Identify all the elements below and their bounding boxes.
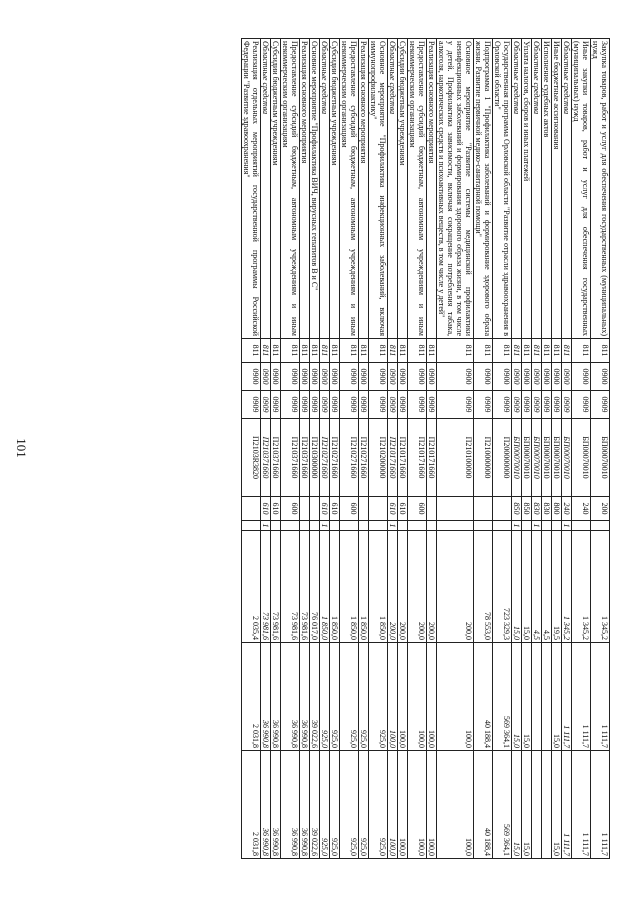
section-code: 0900 (493, 363, 512, 391)
amount-year-2: 36 990,8 (271, 643, 281, 751)
amount-year-1: 200,0 (398, 531, 408, 643)
expense-type-code (369, 497, 388, 521)
expense-type-code: 610 (320, 497, 330, 521)
section-code: 0900 (532, 363, 542, 391)
target-article-code: БП00070010 (572, 419, 591, 497)
source-flag (271, 521, 281, 531)
row-name: Иные бюджетные ассигнования (552, 39, 562, 339)
amount-year-3 (542, 751, 552, 859)
row-name: Государственная программа Орловской области "Развитие отрасли здравоохранения в Орловской области" (493, 39, 512, 339)
subsection-code: 0909 (300, 391, 310, 419)
target-article-code: БП00070010 (522, 419, 532, 497)
expense-type-code: 610 (398, 497, 408, 521)
grbs-code: 811 (330, 339, 340, 363)
row-name: Основное мероприятие "Развитие системы медицинской профилактики неинфекционных заболеваний и формирования здорового образа жизни, в том числе у детей. Профилактика зависимости, включая сокращение потребления табака, алкоголя, наркотических средств и психоактивных веществ, в том числе у детей" (437, 39, 474, 339)
table-row (562, 39, 572, 859)
grbs-code: 811 (398, 339, 408, 363)
section-code: 0900 (369, 363, 388, 391)
row-name: Реализация основного мероприятия (359, 39, 369, 339)
grbs-code: 811 (340, 339, 359, 363)
section-code: 0900 (242, 363, 261, 391)
row-name: Подпрограмма 1 "Профилактика заболеваний и формирование здорового образа жизни. Развитие первичной медико-санитарной помощи" (474, 39, 493, 339)
source-flag (359, 521, 369, 531)
subsection-code: 0909 (330, 391, 340, 419)
amount-year-1: 1 850,0 (330, 531, 340, 643)
amount-year-2: 925,0 (330, 643, 340, 751)
page-number: 101 (14, 438, 29, 458)
source-flag (340, 521, 359, 531)
subsection-code: 0909 (242, 391, 261, 419)
amount-year-1: 19,5 (552, 531, 562, 643)
source-flag (474, 521, 493, 531)
amount-year-1: 73 981,6 (281, 531, 300, 643)
table-row (320, 39, 330, 859)
grbs-code: 811 (300, 339, 310, 363)
grbs-code: 811 (512, 339, 522, 363)
target-article-code: П210271660 (359, 419, 369, 497)
amount-year-3: 925,0 (369, 751, 388, 859)
source-flag (310, 521, 320, 531)
section-code: 0900 (408, 363, 427, 391)
amount-year-2: 100,0 (398, 643, 408, 751)
target-article-code: П210371660 (271, 419, 281, 497)
grbs-code: 811 (388, 339, 398, 363)
amount-year-1: 1 850,0 (359, 531, 369, 643)
grbs-code: 811 (572, 339, 591, 363)
amount-year-3: 925,0 (340, 751, 359, 859)
expense-type-code: 200 (591, 497, 610, 521)
subsection-code: 0909 (493, 391, 512, 419)
target-article-code: П200000000 (493, 419, 512, 497)
section-code: 0900 (310, 363, 320, 391)
amount-year-3: 15,0 (522, 751, 532, 859)
amount-year-2: 36 990,8 (300, 643, 310, 751)
section-code: 0900 (437, 363, 474, 391)
target-article-code: БП00070010 (512, 419, 522, 497)
target-article-code: П210171660 (398, 419, 408, 497)
target-article-code: П210271660 (320, 419, 330, 497)
amount-year-1: 73 981,6 (261, 531, 271, 643)
amount-year-2: 925,0 (369, 643, 388, 751)
section-code: 0900 (522, 363, 532, 391)
target-article-code: П210000000 (474, 419, 493, 497)
subsection-code: 0909 (281, 391, 300, 419)
section-code: 0900 (552, 363, 562, 391)
row-name: Основное мероприятие "Профилактика ВИЧ, вирусных гепатитов В и С" (310, 39, 320, 339)
table-row (552, 39, 562, 859)
amount-year-2: 100,0 (388, 643, 398, 751)
amount-year-1: 1 850,0 (340, 531, 359, 643)
source-flag: 1 (261, 521, 271, 531)
amount-year-1: 15,0 (512, 531, 522, 643)
amount-year-3: 1 111,7 (572, 751, 591, 859)
amount-year-3: 569 364,1 (493, 751, 512, 859)
amount-year-2: 15,0 (512, 643, 522, 751)
source-flag (542, 521, 552, 531)
amount-year-1: 200,0 (388, 531, 398, 643)
source-flag (330, 521, 340, 531)
expense-type-code: 240 (572, 497, 591, 521)
subsection-code: 0909 (552, 391, 562, 419)
table-row (542, 39, 552, 859)
amount-year-3: 36 990,8 (271, 751, 281, 859)
grbs-code: 811 (369, 339, 388, 363)
source-flag (522, 521, 532, 531)
section-code: 0900 (281, 363, 300, 391)
amount-year-1: 4,5 (532, 531, 542, 643)
amount-year-2 (542, 643, 552, 751)
expense-type-code (300, 497, 310, 521)
amount-year-1: 73 981,6 (300, 531, 310, 643)
source-flag (300, 521, 310, 531)
subsection-code: 0909 (522, 391, 532, 419)
expense-type-code (474, 497, 493, 521)
expense-type-code: 850 (522, 497, 532, 521)
subsection-code: 0909 (388, 391, 398, 419)
subsection-code: 0909 (542, 391, 552, 419)
expense-type-code (493, 497, 512, 521)
table-row (261, 39, 271, 859)
grbs-code: 811 (310, 339, 320, 363)
table-row (340, 39, 359, 859)
amount-year-2: 100,0 (437, 643, 474, 751)
target-article-code: П210371660 (300, 419, 310, 497)
section-code: 0900 (398, 363, 408, 391)
amount-year-2: 1 111,7 (562, 643, 572, 751)
section-code: 0900 (388, 363, 398, 391)
table-row (522, 39, 532, 859)
target-article-code: П210171660 (427, 419, 437, 497)
table-row (398, 39, 408, 859)
target-article-code: П210171660 (408, 419, 427, 497)
expense-type-code: 600 (408, 497, 427, 521)
amount-year-2: 40 188,4 (474, 643, 493, 751)
target-article-code: П210171660 (388, 419, 398, 497)
subsection-code: 0909 (310, 391, 320, 419)
table-row (474, 39, 493, 859)
amount-year-3: 100,0 (398, 751, 408, 859)
subsection-code: 0909 (427, 391, 437, 419)
subsection-code: 0909 (261, 391, 271, 419)
amount-year-1: 1 345,2 (572, 531, 591, 643)
source-flag: 1 (512, 521, 522, 531)
expense-type-code: 610 (330, 497, 340, 521)
source-flag (572, 521, 591, 531)
table-row (408, 39, 427, 859)
subsection-code: 0909 (474, 391, 493, 419)
expense-type-code: 600 (281, 497, 300, 521)
amount-year-1: 723 329,3 (493, 531, 512, 643)
grbs-code: 811 (261, 339, 271, 363)
section-code: 0900 (474, 363, 493, 391)
subsection-code: 0909 (271, 391, 281, 419)
section-code: 0900 (271, 363, 281, 391)
subsection-code: 0909 (532, 391, 542, 419)
subsection-code: 0909 (512, 391, 522, 419)
source-flag: 1 (388, 521, 398, 531)
grbs-code: 811 (437, 339, 474, 363)
amount-year-3: 100,0 (388, 751, 398, 859)
row-name: Исполнение судебных актов (542, 39, 552, 339)
row-name: Субсидии бюджетным учреждениям (330, 39, 340, 339)
table-row (369, 39, 388, 859)
expense-type-code: 610 (271, 497, 281, 521)
target-article-code: П210271660 (340, 419, 359, 497)
source-flag (591, 521, 610, 531)
section-code: 0900 (320, 363, 330, 391)
amount-year-3: 1 111,7 (591, 751, 610, 859)
amount-year-2 (532, 643, 542, 751)
amount-year-3 (532, 751, 542, 859)
row-name: Предоставление субсидий бюджетным, автономным учреждениям и иным некоммерческим организациям (408, 39, 427, 339)
amount-year-3: 15,0 (552, 751, 562, 859)
source-flag (493, 521, 512, 531)
source-flag: 1 (320, 521, 330, 531)
table-row (300, 39, 310, 859)
expense-type-code (427, 497, 437, 521)
amount-year-3: 100,0 (437, 751, 474, 859)
subsection-code: 0909 (562, 391, 572, 419)
target-article-code: БП00070010 (552, 419, 562, 497)
row-name: Основное мероприятие "Профилактика инфекционных заболеваний, включая иммунопрофилактику" (369, 39, 388, 339)
grbs-code: 811 (493, 339, 512, 363)
section-code: 0900 (340, 363, 359, 391)
grbs-code: 811 (591, 339, 610, 363)
table-row (437, 39, 474, 859)
budget-table-sheet (241, 38, 610, 858)
grbs-code: 811 (281, 339, 300, 363)
subsection-code: 0909 (437, 391, 474, 419)
row-name: Предоставление субсидий бюджетным, автономным учреждениям и иным некоммерческим организациям (281, 39, 300, 339)
table-row (493, 39, 512, 859)
source-flag (552, 521, 562, 531)
row-name: Областные средства (320, 39, 330, 339)
source-flag (281, 521, 300, 531)
target-article-code: БП00070010 (562, 419, 572, 497)
grbs-code: 811 (320, 339, 330, 363)
row-name: Иные закупки товаров, работ и услуг для обеспечения государственных (муниципальных) нужд (572, 39, 591, 339)
subsection-code: 0909 (359, 391, 369, 419)
section-code: 0900 (261, 363, 271, 391)
amount-year-2: 2 031,8 (242, 643, 261, 751)
grbs-code: 811 (427, 339, 437, 363)
amount-year-2: 15,0 (552, 643, 562, 751)
expense-type-code (242, 497, 261, 521)
subsection-code: 0909 (398, 391, 408, 419)
amount-year-2: 925,0 (340, 643, 359, 751)
amount-year-1: 1 850,0 (320, 531, 330, 643)
amount-year-3: 15,0 (512, 751, 522, 859)
expense-type-code: 800 (552, 497, 562, 521)
target-article-code: П210371660 (281, 419, 300, 497)
amount-year-2: 1 111,7 (591, 643, 610, 751)
amount-year-3: 36 990,8 (261, 751, 271, 859)
table-row (591, 39, 610, 859)
grbs-code: 811 (359, 339, 369, 363)
expense-type-code: 830 (542, 497, 552, 521)
table-row (427, 39, 437, 859)
amount-year-2: 36 990,8 (261, 643, 271, 751)
table-row (388, 39, 398, 859)
amount-year-1: 2 035,4 (242, 531, 261, 643)
amount-year-3: 1 111,7 (562, 751, 572, 859)
table-row (310, 39, 320, 859)
amount-year-3: 36 990,8 (300, 751, 310, 859)
target-article-code: П210371660 (261, 419, 271, 497)
target-article-code: П210271660 (330, 419, 340, 497)
row-name: Реализация основного мероприятия (300, 39, 310, 339)
target-article-code: П210200000 (369, 419, 388, 497)
expense-type-code: 610 (261, 497, 271, 521)
table-row (330, 39, 340, 859)
amount-year-3: 925,0 (359, 751, 369, 859)
amount-year-3: 40 188,4 (474, 751, 493, 859)
amount-year-1: 76 017,0 (310, 531, 320, 643)
amount-year-1: 200,0 (437, 531, 474, 643)
source-flag (427, 521, 437, 531)
table-row (281, 39, 300, 859)
subsection-code: 0909 (320, 391, 330, 419)
grbs-code: 811 (542, 339, 552, 363)
grbs-code: 811 (271, 339, 281, 363)
expense-type-code: 600 (340, 497, 359, 521)
expense-type-code: 850 (512, 497, 522, 521)
subsection-code: 0909 (591, 391, 610, 419)
amount-year-1: 4,5 (542, 531, 552, 643)
expense-type-code: 610 (388, 497, 398, 521)
source-flag: 1 (562, 521, 572, 531)
expense-type-code (437, 497, 474, 521)
amount-year-2: 36 990,8 (281, 643, 300, 751)
section-code: 0900 (562, 363, 572, 391)
expense-type-code (310, 497, 320, 521)
table-row (242, 39, 261, 859)
target-article-code: БП00070010 (542, 419, 552, 497)
amount-year-2: 925,0 (320, 643, 330, 751)
amount-year-1: 1 345,2 (591, 531, 610, 643)
row-name: Областные средства (388, 39, 398, 339)
expense-type-code: 240 (562, 497, 572, 521)
row-name: Реализация отдельных мероприятий государственной программы Российской Федерации "Развитие здравоохранения" (242, 39, 261, 339)
budget-table (241, 38, 610, 859)
target-article-code: П2103R3820 (242, 419, 261, 497)
amount-year-3: 100,0 (427, 751, 437, 859)
subsection-code: 0909 (340, 391, 359, 419)
amount-year-2: 15,0 (522, 643, 532, 751)
amount-year-1: 15,0 (522, 531, 532, 643)
section-code: 0900 (330, 363, 340, 391)
row-name: Субсидии бюджетным учреждениям (271, 39, 281, 339)
section-code: 0900 (572, 363, 591, 391)
amount-year-2: 100,0 (427, 643, 437, 751)
grbs-code: 811 (552, 339, 562, 363)
budget-table-body (242, 39, 610, 859)
subsection-code: 0909 (408, 391, 427, 419)
amount-year-3: 2 031,8 (242, 751, 261, 859)
amount-year-2: 100,0 (408, 643, 427, 751)
target-article-code: П210300000 (310, 419, 320, 497)
source-flag (369, 521, 388, 531)
row-name: Закупка товаров, работ и услуг для обеспечения государственных (муниципальных) нужд (591, 39, 610, 339)
section-code: 0900 (512, 363, 522, 391)
grbs-code: 811 (522, 339, 532, 363)
amount-year-1: 200,0 (427, 531, 437, 643)
amount-year-2: 925,0 (359, 643, 369, 751)
row-name: Областные средства (261, 39, 271, 339)
row-name: Субсидии бюджетным учреждениям (398, 39, 408, 339)
source-flag: 1 (532, 521, 542, 531)
subsection-code: 0909 (572, 391, 591, 419)
row-name: Уплата налогов, сборов и иных платежей (522, 39, 532, 339)
grbs-code: 811 (242, 339, 261, 363)
row-name: Областные средства (562, 39, 572, 339)
table-row (572, 39, 591, 859)
section-code: 0900 (427, 363, 437, 391)
source-flag (398, 521, 408, 531)
amount-year-1: 1 850,0 (369, 531, 388, 643)
amount-year-1: 1 345,2 (562, 531, 572, 643)
amount-year-3: 39 022,6 (310, 751, 320, 859)
subsection-code: 0909 (369, 391, 388, 419)
source-flag (408, 521, 427, 531)
amount-year-3: 100,0 (408, 751, 427, 859)
section-code: 0900 (300, 363, 310, 391)
section-code: 0900 (542, 363, 552, 391)
section-code: 0900 (359, 363, 369, 391)
table-row (359, 39, 369, 859)
source-flag (242, 521, 261, 531)
amount-year-3: 925,0 (320, 751, 330, 859)
row-name: Предоставление субсидий бюджетным, автономным учреждениям и иным некоммерческим организациям (340, 39, 359, 339)
target-article-code: П210100000 (437, 419, 474, 497)
target-article-code: БП00070010 (532, 419, 542, 497)
row-name: Областные средства (532, 39, 542, 339)
section-code: 0900 (591, 363, 610, 391)
table-row (512, 39, 522, 859)
amount-year-2: 39 022,6 (310, 643, 320, 751)
row-name: Областные средства (512, 39, 522, 339)
grbs-code: 811 (474, 339, 493, 363)
amount-year-1: 78 553,0 (474, 531, 493, 643)
amount-year-1: 200,0 (408, 531, 427, 643)
grbs-code: 811 (408, 339, 427, 363)
source-flag (437, 521, 474, 531)
row-name: Реализация основного мероприятия (427, 39, 437, 339)
expense-type-code (359, 497, 369, 521)
table-row (532, 39, 542, 859)
amount-year-2: 1 111,7 (572, 643, 591, 751)
amount-year-3: 36 990,8 (281, 751, 300, 859)
amount-year-3: 925,0 (330, 751, 340, 859)
grbs-code: 811 (532, 339, 542, 363)
amount-year-1: 73 981,6 (271, 531, 281, 643)
grbs-code: 811 (562, 339, 572, 363)
amount-year-2: 569 364,1 (493, 643, 512, 751)
table-row (271, 39, 281, 859)
expense-type-code: 830 (532, 497, 542, 521)
target-article-code: БП00070010 (591, 419, 610, 497)
